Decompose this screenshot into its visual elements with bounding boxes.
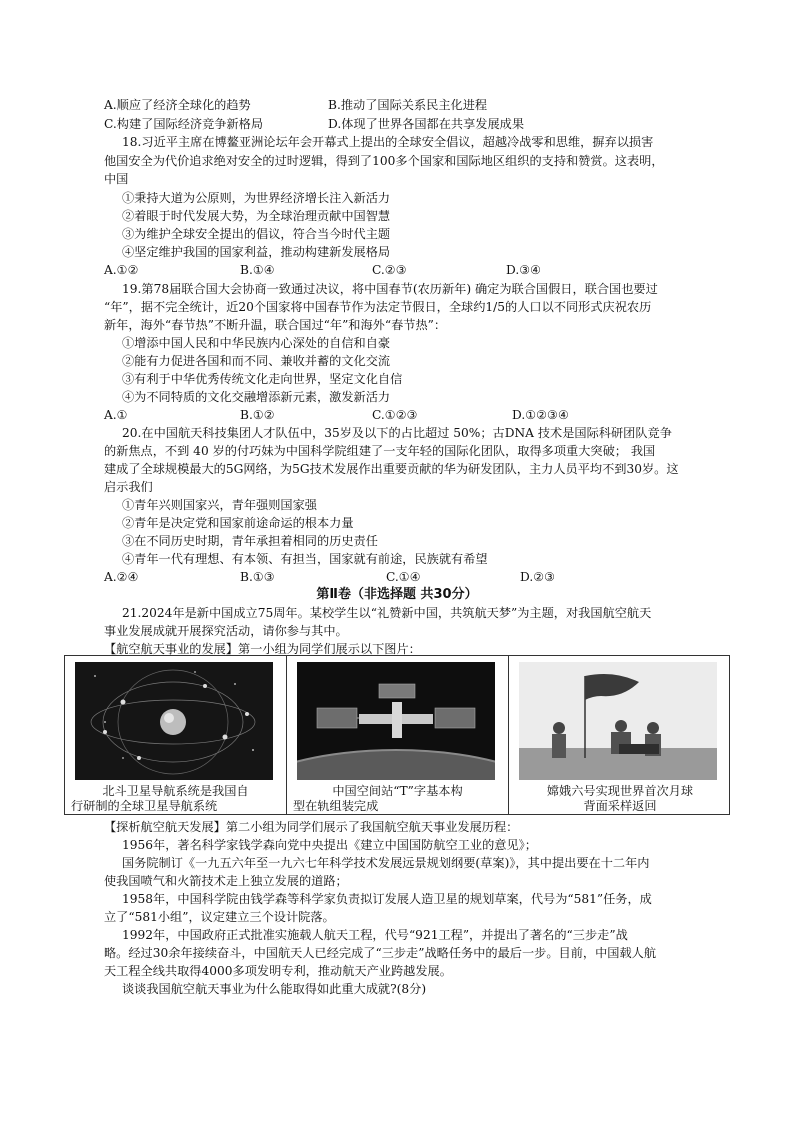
beidou-caption-line-1: 北斗卫星导航系统是我国自	[102, 784, 249, 798]
q20-stem-line-4: 启示我们	[104, 480, 153, 494]
change6-caption	[515, 784, 725, 814]
q21-group2-intro: 【探析航空航天发展】第二小组为同学们展示了我国航空航天事业发展历程：	[104, 820, 519, 834]
q20-stem-line-3: 建成了全球规模最大的5G网络，为5G技术发展作出重要贡献的华为研发团队，主力人员平均不到30岁。这	[104, 462, 679, 476]
space-station-caption-line-2: 型在轨组装完成	[293, 799, 379, 813]
q19-option-d: D.①②③④	[512, 408, 569, 422]
space-station-caption-line-1: 中国空间站“T”字基本构	[332, 784, 463, 798]
q20-statement-4: ④青年一代有理想、有本领、有担当，国家就有前途，民族就有希望	[122, 552, 488, 566]
q18-statement-3: ③为维护全球安全提出的倡议，符合当今时代主题	[122, 227, 391, 241]
section-2-heading: 第Ⅱ卷（非选择题 共30分）	[316, 587, 478, 602]
q18-option-d: D.③④	[506, 263, 542, 277]
q17-option-b: B.推动了国际关系民主化进程	[328, 98, 488, 112]
q18-statement-4: ④坚定维护我国的国家利益，推动构建新发展格局	[122, 245, 391, 259]
photo-cell-space-station	[287, 656, 509, 814]
photo-cell-beidou	[65, 656, 287, 814]
q21-history-1992-line-3: 天工程全线共取得4000多项发明专利，推动航天产业跨越发展。	[104, 964, 452, 978]
q18-option-a: A.①②	[104, 263, 139, 277]
q20-option-b: B.①③	[240, 570, 275, 584]
q20-statement-2: ②青年是决定党和国家前途命运的根本力量	[122, 516, 354, 530]
q21-question: 谈谈我国航空航天事业为什么能取得如此重大成就?(8分)	[122, 982, 427, 996]
q17-option-a: A.顺应了经济全球化的趋势	[104, 98, 251, 112]
beidou-photo	[75, 662, 273, 780]
q20-statement-1: ①青年兴则国家兴，青年强则国家强	[122, 498, 317, 512]
q20-option-d: D.②③	[520, 570, 556, 584]
q20-stem-line-1: 20.在中国航天科技集团人才队伍中，35岁及以下的占比超过 50%；古DNA 技术是国际科研团队竞争	[122, 426, 672, 440]
beidou-caption	[71, 784, 280, 814]
q19-statement-2: ②能有力促进各国和而不同、兼收并蓄的文化交流	[122, 354, 391, 368]
q21-history-1956: 1956年，著名科学家钱学森向党中央提出《建立中国国防航空工业的意见》；	[122, 838, 537, 852]
photo-cell-change6	[509, 656, 731, 814]
q19-statement-1: ①增添中国人民和中华民族内心深处的自信和自豪	[122, 336, 391, 350]
q18-option-c: C.②③	[372, 263, 407, 277]
q19-statement-4: ④为不同特质的文化交融增添新元素，激发新活力	[122, 390, 391, 404]
q18-statement-1: ①秉持大道为公原则，为世界经济增长注入新活力	[122, 191, 391, 205]
q21-stem-line-1: 21.2024年是新中国成立75周年。某校学生以“礼赞新中国，共筑航天梦”为主题，对我国航空航天	[122, 606, 652, 620]
q21-history-1992-line-1: 1992年，中国政府正式批准实施载人航天工程，代号“921工程”，并提出了著名的“三步走”战	[122, 928, 628, 942]
q17-option-c: C.构建了国际经济竞争新格局	[104, 117, 264, 131]
q21-history-1958-line-2: 立了“581小组”，议定建立三个设计院落。	[104, 910, 335, 924]
q17-option-d: D.体现了世界各国都在共享发展成果	[328, 117, 525, 131]
q20-option-a: A.②④	[104, 570, 139, 584]
q19-statement-3: ③有利于中华优秀传统文化走向世界，坚定文化自信	[122, 372, 403, 386]
q20-stem-line-2: 的新焦点，不到 40 岁的付巧妹为中国科学院组建了一支年轻的国际化团队，取得多项重大突破； 我国	[104, 444, 656, 458]
photo-table	[64, 655, 730, 815]
q20-option-c: C.①④	[386, 570, 421, 584]
q21-history-plan-line-2: 使我国喷气和火箭技术走上独立发展的道路；	[104, 874, 348, 888]
q18-stem-line-2: 他国安全为代价追求绝对安全的过时逻辑，得到了100多个国家和国际地区组织的支持和赞赏。这表明，	[104, 154, 664, 168]
space-station-photo	[297, 662, 495, 780]
q18-stem-line-3: 中国	[104, 172, 129, 186]
q19-option-c: C.①②③	[372, 408, 418, 422]
q19-stem-line-3: 新年，海外“春节热”不断升温，联合国过“年”和海外“春节热”：	[104, 318, 447, 332]
q18-option-b: B.①④	[240, 263, 275, 277]
q18-statement-2: ②着眼于时代发展大势，为全球治理贡献中国智慧	[122, 209, 391, 223]
beidou-caption-line-2: 行研制的全球卫星导航系统	[71, 799, 218, 813]
q18-stem-line-1: 18.习近平主席在博鳌亚洲论坛年会开幕式上提出的全球安全倡议，超越冷战零和思维，摒弃以损害	[122, 135, 654, 149]
change6-photo	[519, 662, 717, 780]
q21-history-plan-line-1: 国务院制订《一九五六年至一九六七年科学技术发展远景规划纲要(草案)》，其中提出要在十二年内	[122, 856, 650, 870]
q21-stem-line-2: 事业发展成就开展探究活动，请你参与其中。	[104, 624, 348, 638]
q19-stem-line-1: 19.第78届联合国大会协商一致通过决议，将中国春节(农历新年) 确定为联合国假日，联合国也要过	[122, 282, 658, 296]
q19-option-a: A.①	[104, 408, 128, 422]
q20-statement-3: ③在不同历史时期，青年承担着相同的历史责任	[122, 534, 378, 548]
q21-history-1958-line-1: 1958年，中国科学院由钱学森等科学家负责拟订发展人造卫星的规划草案，代号为“581”任务，成	[122, 892, 652, 906]
space-station-caption	[293, 784, 502, 814]
q19-stem-line-2: “年”，据不完全统计，近20个国家将中国春节作为法定节假日，全球约1/5的人口以不同形式庆祝农历	[104, 300, 652, 314]
q21-group1-intro: 【航空航天事业的发展】第一小组为同学们展示以下图片：	[104, 642, 421, 656]
change6-caption-line-1: 嫦娥六号实现世界首次月球	[546, 784, 694, 798]
q21-history-1992-line-2: 略。经过30余年接续奋斗，中国航天人已经完成了“三步走”战略任务中的最后一步。目前，中国载人航	[104, 946, 657, 960]
change6-caption-line-2: 背面采样返回	[583, 799, 657, 813]
q19-option-b: B.①②	[240, 408, 275, 422]
